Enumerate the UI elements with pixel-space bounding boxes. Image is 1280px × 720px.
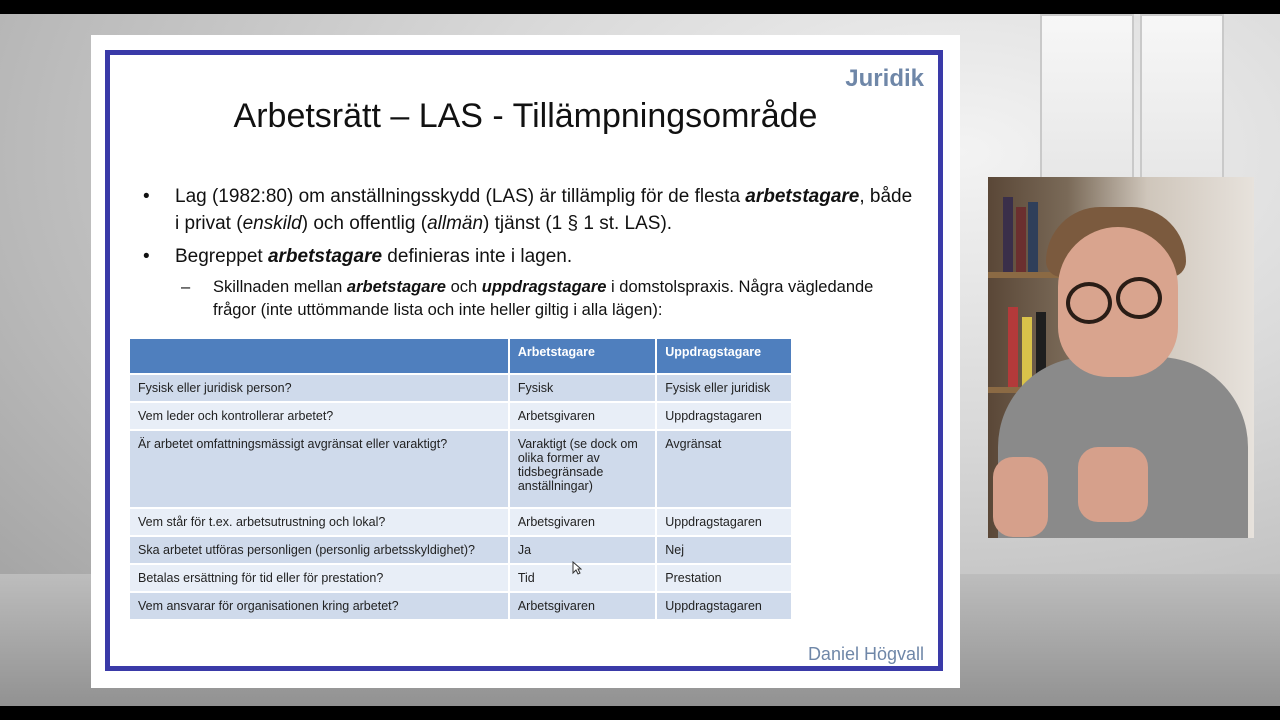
text-run: Begreppet [175, 246, 268, 267]
table-cell: Vem står för t.ex. arbetsutrustning och lokal? [129, 508, 509, 536]
text-run: uppdragstagare [481, 278, 607, 296]
table-cell: Uppdragstagaren [656, 508, 792, 536]
bullet-text [175, 186, 912, 234]
table-row [129, 564, 792, 592]
video-frame [0, 14, 1280, 706]
text-run: arbetstagare [745, 186, 860, 207]
table-cell: Fysisk eller juridisk [656, 374, 792, 402]
background-window [1140, 14, 1224, 188]
sub-bullet-item [143, 276, 913, 322]
table-cell: Uppdragstagaren [656, 402, 792, 430]
person-hand [1078, 447, 1148, 522]
book [1016, 207, 1026, 272]
table-cell: Arbetsgivaren [509, 592, 656, 620]
text-run: arbetstagare [346, 278, 446, 296]
bullet-list [143, 183, 913, 322]
arrow-cursor-icon [572, 561, 582, 578]
brand-label: Juridik [845, 65, 924, 92]
table-cell: Prestation [656, 564, 792, 592]
bullet-icon: • [143, 186, 150, 207]
table-cell: Arbetsgivaren [509, 508, 656, 536]
book [1028, 202, 1038, 272]
table-row [129, 592, 792, 620]
glasses [1116, 277, 1162, 319]
webcam-video [988, 177, 1254, 538]
table-cell: Är arbetet omfattningsmässigt avgränsat eller varaktigt? [129, 430, 509, 508]
table-cell: Uppdragstagaren [656, 592, 792, 620]
table-cell: Avgränsat [656, 430, 792, 508]
glasses [1066, 282, 1112, 324]
bullet-item [143, 183, 913, 237]
presentation-slide [91, 35, 960, 688]
dash-icon: – [181, 278, 191, 296]
person-hand [993, 457, 1048, 537]
text-run: allmän [427, 213, 484, 234]
text-run: enskild [242, 213, 302, 234]
table-cell: Betalas ersättning för tid eller för prestation? [129, 564, 509, 592]
table-row [129, 374, 792, 402]
table-header-cell: Arbetstagare [509, 338, 656, 374]
table-row [129, 430, 792, 508]
text-run: definieras inte i lagen. [382, 246, 573, 267]
table-cell: Fysisk [509, 374, 656, 402]
book [1008, 307, 1018, 387]
table-cell: Ska arbetet utföras personligen (personlig arbetsskyldighet)? [129, 536, 509, 564]
bullet-text [175, 246, 572, 267]
text-run: Skillnaden mellan [213, 278, 347, 296]
text-run: arbetstagare [267, 246, 383, 267]
table-cell: Vem ansvarar för organisationen kring arbetet? [129, 592, 509, 620]
table-cell: Nej [656, 536, 792, 564]
slide-title: Arbetsrätt – LAS - Tillämpningsområde [233, 97, 818, 135]
table-row [129, 402, 792, 430]
text-run: Lag (1982:80) om anställningsskydd (LAS) är tillämplig för de flesta [175, 186, 746, 207]
table-cell: Vem leder och kontrollerar arbetet? [129, 402, 509, 430]
table-cell: Arbetsgivaren [509, 402, 656, 430]
text-run: i domstolspraxis. Några vägledande frågor (inte uttömmande lista och inte heller giltig i alla lägen): [213, 278, 874, 319]
table-header-cell: Uppdragstagare [656, 338, 792, 374]
table-row [129, 536, 792, 564]
table-cell: Ja [509, 536, 656, 564]
text-run: och [445, 278, 482, 296]
table-row [129, 508, 792, 536]
table-cell: Fysisk eller juridisk person? [129, 374, 509, 402]
bullet-icon: • [143, 246, 150, 267]
table-cell: Varaktigt (se dock om olika former av tidsbegränsade anställningar) [509, 430, 656, 508]
comparison-table [128, 337, 793, 621]
bullet-item [143, 243, 913, 270]
text-run: , både i privat ( [175, 186, 913, 234]
text-run: ) tjänst (1 § 1 st. LAS). [483, 213, 673, 234]
table-cell: Tid [509, 564, 656, 592]
table-header-cell [129, 338, 509, 374]
text-run: ) och offentlig ( [301, 213, 428, 234]
sub-bullet-text [213, 278, 873, 319]
table-body [129, 374, 792, 620]
background-window [1040, 14, 1134, 188]
book [1003, 197, 1013, 272]
author-label: Daniel Högvall [807, 644, 924, 664]
